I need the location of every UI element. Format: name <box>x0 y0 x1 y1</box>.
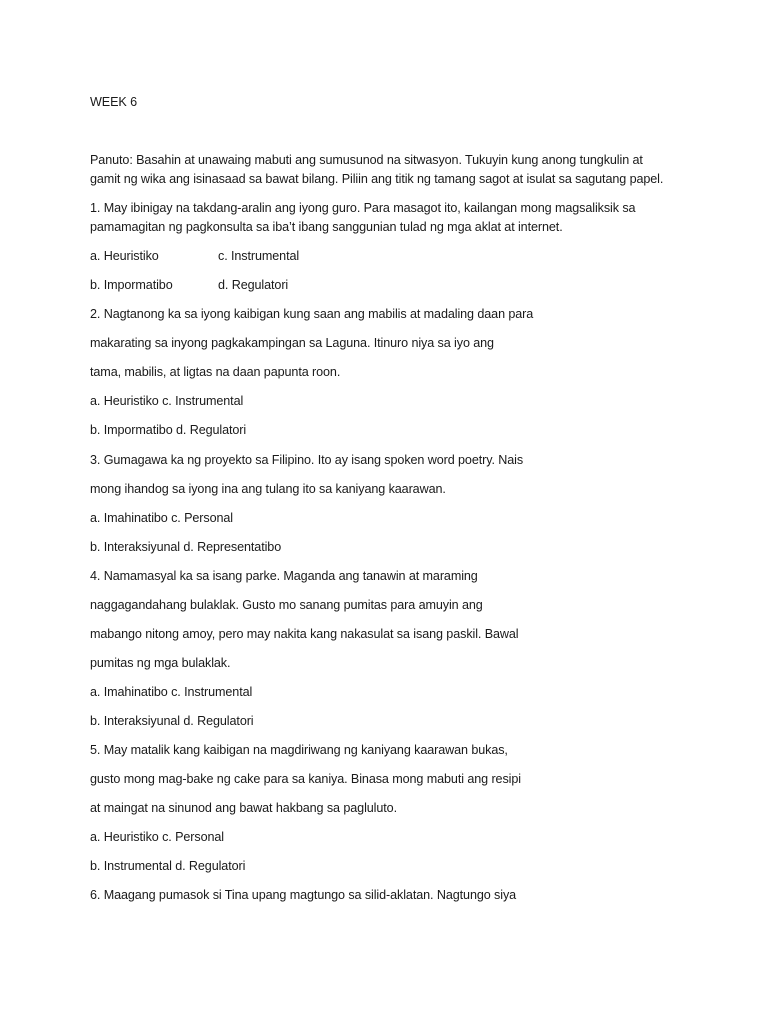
question-3-line-2: mong ihandog sa iyong ina ang tulang ito sa kaniyang kaarawan. <box>90 482 446 496</box>
question-3-options-row-2: b. Interaksiyunal d. Representatibo <box>90 540 282 554</box>
question-2-line-1: 2. Nagtanong ka sa iyong kaibigan kung saan ang mabilis at madaling daan para <box>90 307 534 321</box>
q1-option-d: d. Regulatori <box>218 278 289 292</box>
question-1-line-1: 1. May ibinigay na takdang-aralin ang iyong guro. Para masagot ito, kailangan mong magsaliksik sa <box>90 201 636 215</box>
question-4-options-row-2: b. Interaksiyunal d. Regulatori <box>90 714 254 728</box>
question-5-options-row-1: a. Heuristiko c. Personal <box>90 830 224 844</box>
q1-option-c: c. Instrumental <box>218 249 300 263</box>
question-3-line-1: 3. Gumagawa ka ng proyekto sa Filipino. Ito ay isang spoken word poetry. Nais <box>90 453 524 467</box>
question-2-options-row-2: b. Impormatibo d. Regulatori <box>90 423 247 437</box>
question-4-options-row-1: a. Imahinatibo c. Instrumental <box>90 685 253 699</box>
instructions-line-1: Panuto: Basahin at unawaing mabuti ang sumusunod na sitwasyon. Tukuyin kung anong tungkulin at <box>90 153 643 167</box>
question-4-line-4: pumitas ng mga bulaklak. <box>90 656 231 670</box>
question-5-line-3: at maingat na sinunod ang bawat hakbang sa pagluluto. <box>90 801 397 815</box>
week-heading: WEEK 6 <box>90 95 137 109</box>
question-2-options-row-1: a. Heuristiko c. Instrumental <box>90 394 244 408</box>
question-4-line-1: 4. Namamasyal ka sa isang parke. Maganda ang tanawin at maraming <box>90 569 478 583</box>
question-4-line-3: mabango nitong amoy, pero may nakita kang nakasulat sa isang paskil. Bawal <box>90 627 519 641</box>
question-1-line-2: pamamagitan ng pagkonsulta sa iba’t ibang sanggunian tulad ng mga aklat at internet. <box>90 220 563 234</box>
question-5-line-1: 5. May matalik kang kaibigan na magdiriwang ng kaniyang kaarawan bukas, <box>90 743 508 757</box>
question-5-line-2: gusto mong mag-bake ng cake para sa kaniya. Binasa mong mabuti ang resipi <box>90 772 521 786</box>
question-6-line-1: 6. Maagang pumasok si Tina upang magtungo sa silid-aklatan. Nagtungo siya <box>90 888 517 902</box>
question-3-options-row-1: a. Imahinatibo c. Personal <box>90 511 234 525</box>
question-2-line-2: makarating sa inyong pagkakampingan sa Laguna. Itinuro niya sa iyo ang <box>90 336 494 350</box>
instructions-line-2: gamit ng wika ang isinasaad sa bawat bilang. Piliin ang titik ng tamang sagot at isulat sa sagutang papel. <box>90 172 664 186</box>
question-4-line-2: naggagandahang bulaklak. Gusto mo sanang pumitas para amuyin ang <box>90 598 483 612</box>
q1-option-b: b. Impormatibo <box>90 278 173 292</box>
q1-option-a: a. Heuristiko <box>90 249 159 263</box>
question-5-options-row-2: b. Instrumental d. Regulatori <box>90 859 246 873</box>
question-2-line-3: tama, mabilis, at ligtas na daan papunta roon. <box>90 365 341 379</box>
